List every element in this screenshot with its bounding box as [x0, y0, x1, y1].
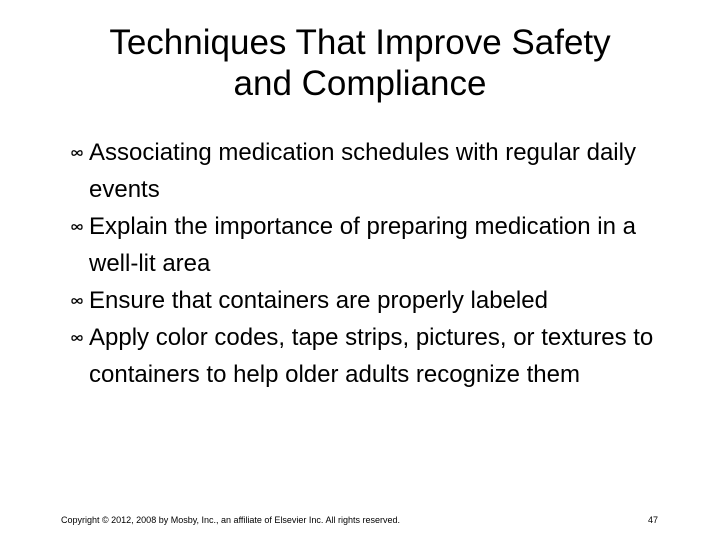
slide-title-line-1: Techniques That Improve Safety — [109, 23, 611, 62]
infinity-icon — [70, 146, 84, 160]
bullet-text: Apply color codes, tape strips, pictures, or textures to containers to help older adults recognize them — [89, 324, 654, 388]
slide-title-line-2: and Compliance — [233, 64, 487, 103]
bullet-text: Associating medication schedules with regular daily events — [89, 139, 636, 203]
infinity-icon — [70, 220, 84, 234]
bullet-item — [0, 319, 720, 393]
bullet-text: Ensure that containers are properly labeled — [89, 287, 548, 314]
bullet-list — [0, 134, 720, 393]
bullet-item — [0, 208, 720, 282]
bullet-item — [0, 134, 720, 208]
bullet-text: Explain the importance of preparing medication in a well-lit area — [89, 213, 636, 277]
slide-title — [40, 22, 680, 104]
bullet-item — [0, 282, 720, 319]
footer-copyright: Copyright © 2012, 2008 by Mosby, Inc., an affiliate of Elsevier Inc. All rights reserved. — [61, 515, 400, 525]
infinity-icon — [70, 331, 84, 345]
page-number: 47 — [647, 515, 658, 525]
infinity-icon — [70, 294, 84, 308]
